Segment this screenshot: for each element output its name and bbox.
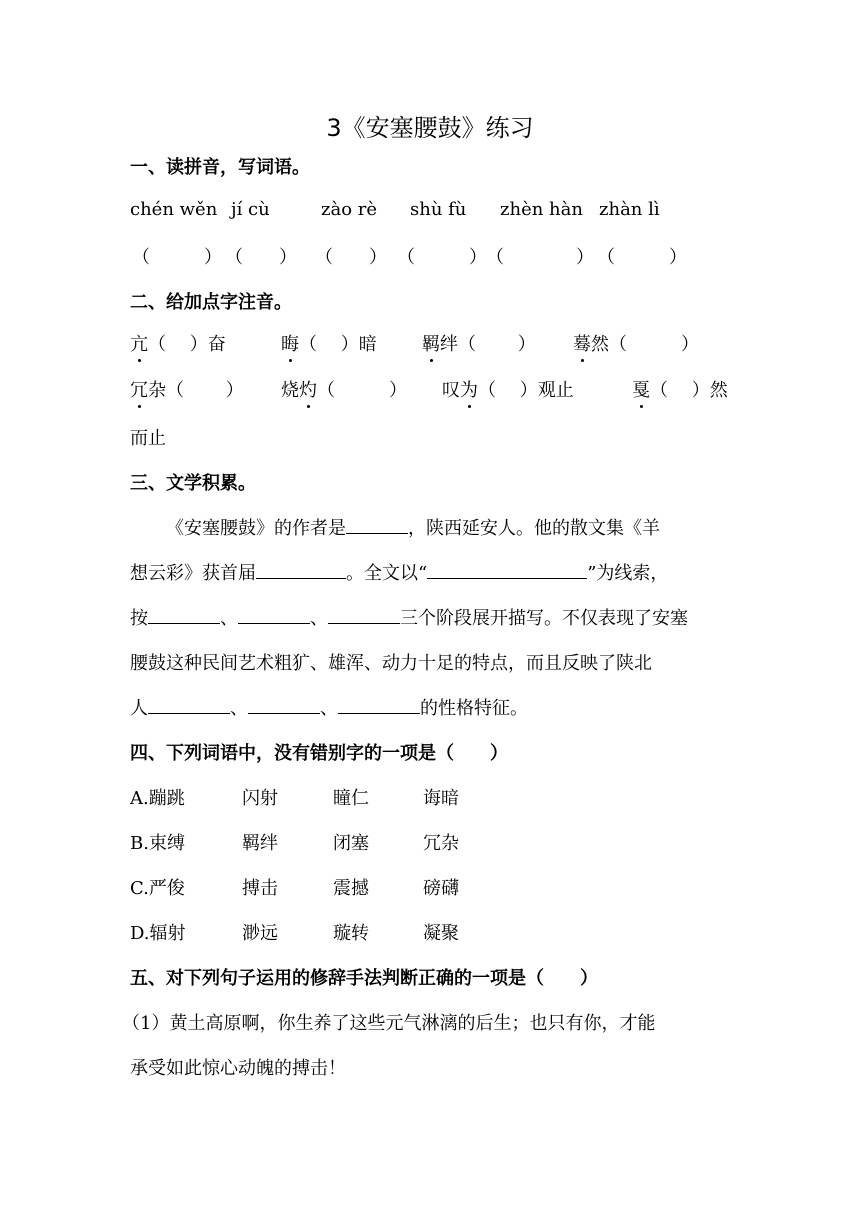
- page-title: 3《安塞腰鼓》练习: [326, 114, 534, 142]
- literature-line: 按 、 、 三个阶段展开描写。不仅表现了安塞: [130, 604, 730, 630]
- fill-blank[interactable]: [148, 605, 220, 624]
- fill-blank[interactable]: [338, 695, 420, 714]
- answer-bracket[interactable]: （ ）: [597, 247, 687, 268]
- option-word: C.严俊: [130, 878, 185, 899]
- section-2-heading: 二、给加点字注音。: [130, 292, 292, 313]
- option-word: 渺远: [242, 923, 278, 944]
- pinyin-item: zhàn lì: [599, 199, 660, 220]
- sentence-line: 承受如此惊心动魄的搏击！: [130, 1058, 346, 1079]
- option-word: 闪射: [242, 788, 278, 809]
- option-word: 搏击: [242, 878, 278, 899]
- fill-blank[interactable]: [427, 560, 587, 579]
- answer-bracket[interactable]: （ ）: [486, 247, 594, 268]
- literature-line: 人 、 、 的性格特征。: [130, 694, 730, 720]
- option-word: 闭塞: [333, 833, 369, 854]
- fill-blank[interactable]: [248, 695, 320, 714]
- option-word: D.辐射: [130, 923, 186, 944]
- phonetic-item: 烧灼（ ）: [281, 376, 407, 402]
- phonetic-item: 羁绊（ ）: [422, 330, 536, 356]
- phonetic-item: 戛（ ）然: [632, 376, 728, 402]
- section-1-heading: 一、读拼音，写词语。: [130, 157, 310, 178]
- fill-blank[interactable]: [328, 605, 400, 624]
- fill-blank[interactable]: [256, 560, 346, 579]
- answer-bracket[interactable]: （ ）: [132, 247, 222, 268]
- option-word: 瞳仁: [333, 788, 369, 809]
- option-word: 璇转: [333, 923, 369, 944]
- phonetic-item: 冗杂（ ）: [130, 376, 244, 402]
- option-word: 磅礴: [423, 878, 459, 899]
- answer-bracket[interactable]: （ ）: [397, 247, 487, 268]
- fill-blank[interactable]: [238, 605, 310, 624]
- literature-line: 《安塞腰鼓》的作者是 ，陕西延安人。他的散文集《羊: [166, 514, 766, 540]
- literature-line: 想云彩》获首届 。全文以“ ”为线索，: [130, 559, 730, 585]
- phonetic-item-wrap: 而止: [130, 428, 166, 449]
- answer-bracket[interactable]: （ ）: [315, 247, 387, 268]
- option-word: A.蹦跳: [130, 788, 185, 809]
- option-word: 冗杂: [423, 833, 459, 854]
- option-word: 羁绊: [242, 833, 278, 854]
- option-word: 凝聚: [423, 923, 459, 944]
- literature-line: 腰鼓这种民间艺术粗犷、雄浑、动力十足的特点，而且反映了陕北: [130, 653, 652, 674]
- phonetic-item: 亢（ ）奋: [130, 330, 226, 356]
- option-word: 震撼: [333, 878, 369, 899]
- answer-bracket[interactable]: （ ）: [225, 247, 297, 268]
- pinyin-item: shù fù: [410, 199, 467, 220]
- section-4-heading: 四、下列词语中，没有错别字的一项是（ ）: [130, 743, 508, 764]
- option-word: B.束缚: [130, 833, 185, 854]
- phonetic-item: 叹为（ ）观止: [442, 376, 574, 402]
- option-word: 诲暗: [423, 788, 459, 809]
- pinyin-item: zào rè: [321, 199, 378, 220]
- section-3-heading: 三、文学积累。: [130, 473, 256, 494]
- phonetic-item: 蓦然（ ）: [573, 330, 699, 356]
- sentence-line: （1）黄土高原啊，你生养了这些元气淋漓的后生；也只有你，才能: [122, 1013, 656, 1034]
- phonetic-item: 晦（ ）暗: [281, 330, 377, 356]
- pinyin-item: jí cù: [231, 199, 270, 220]
- fill-blank[interactable]: [148, 695, 230, 714]
- section-5-heading: 五、对下列句子运用的修辞手法判断正确的一项是（ ）: [130, 968, 598, 989]
- pinyin-item: zhèn hàn: [500, 199, 583, 220]
- pinyin-item: chén wěn: [130, 199, 218, 220]
- fill-blank[interactable]: [346, 515, 408, 534]
